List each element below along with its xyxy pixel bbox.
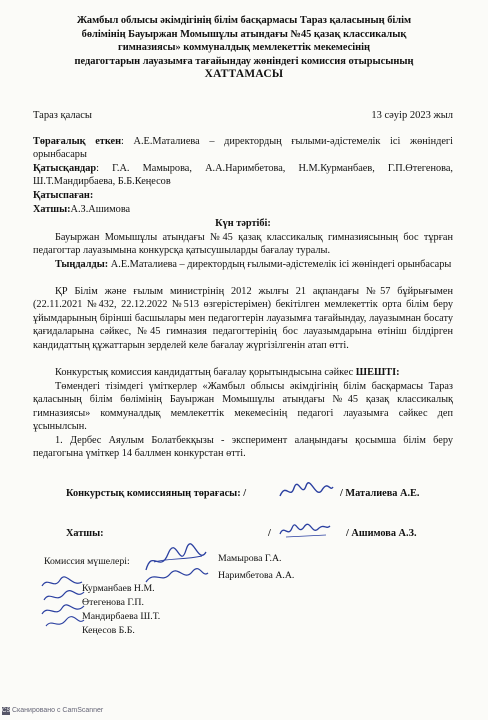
secretary-signature-scribble [276, 518, 336, 542]
agenda-heading: Күн тәртібі: [215, 218, 271, 229]
scanner-footer [2, 707, 103, 715]
scanner-footer-text: Сканировано с CamScanner [12, 707, 104, 714]
heard-label: Тыңдалды: [55, 259, 109, 270]
member-name-6: Кеңесов Б.Б. [82, 625, 135, 636]
chair-label: Төрағалық еткен [33, 136, 122, 147]
place-date-row [33, 110, 453, 121]
title-line-2: бөлімінің Бауыржан Момышұлы атындағы №45 қазақ классикалық [81, 28, 407, 40]
decision-prefix: Конкурстық комиссия кандидаттың бағалау қорытындысына сәйкес [55, 367, 356, 378]
decision-intro [33, 366, 453, 379]
secretary-signature-label: Хатшы: [66, 528, 104, 539]
secretary-signature-slash: / [268, 528, 271, 539]
secretary-label: Хатшы: [33, 204, 71, 215]
body-paragraph: ҚР Білім және ғылым министрінің 2012 жылғы 21 ақпандағы №57 бұйрығымен (22.11.2021 №432, 22.12.2022 №513 өзгерістерімен) бекітілген мемлекеттік орта білім беру ұйымдарының бірінші басшылары мен педагогтерін лауазымға тағайындау, лауазымнан босату қағидаларына сәйкес, №45 гимназия педагогтерінің бос лауазымдарына өтініш білдірген кандидаттың құжаттарын зерделей келе бағалау жүргізілгенін атап өтті. [33, 286, 453, 351]
member-name-1: Мамырова Г.А. [218, 553, 282, 564]
heard-text: А.Е.Маталиева – директордың ғылыми-әдістемелік ісі жөніндегі орынбасары [108, 259, 452, 270]
title-line-1: Жамбыл облысы әкімдігінің білім басқармасы Тараз қаласының білім [76, 15, 412, 26]
decision-item-1: 1. Дербес Аяулым Болатбекқызы - эксперимент алаңындағы қосымша білім беру педагогына үміткер 14 баллмен конкурстан өтті. [33, 435, 453, 460]
attendees-paragraph [33, 162, 453, 189]
chair-signature-name: / Маталиева А.Е. [340, 488, 420, 499]
place: Тараз қаласы [33, 110, 92, 121]
member-name-2: Наримбетова А.А. [218, 570, 295, 581]
title-line-5: ХАТТАМАСЫ [204, 68, 284, 81]
agenda-text: Бауыржан Момышұлы атындағы №45 қазақ классикалық гимназиясының бос тұрған педагогтар лауазымына конкурсқа қатысушыларды бағалау туралы. [33, 232, 453, 257]
attendees-text: : Г.А. Мамырова, А.А.Наримбетова, Н.М.Курманбаев, Г.П.Өтегенова, Ш.Т.Мандирбаева, Б.Б.Кеңесов [33, 163, 453, 188]
chair-signature-label: Конкурстық комиссияның төрағасы: / [66, 488, 247, 499]
document-title [40, 14, 448, 82]
title-line-3: гимназиясы» коммуналдық мемлекеттік мекемесінің [118, 42, 370, 54]
decision-label: ШЕШТІ: [355, 367, 400, 378]
camscanner-logo-icon: CS [2, 708, 11, 714]
member-signatures-left [38, 574, 88, 632]
absent-label: Қатыспаған: [33, 190, 94, 201]
heard-paragraph [33, 258, 453, 271]
members-label: Комиссия мүшелері: [44, 556, 130, 567]
secretary-line [33, 203, 453, 216]
decision-text: Төмендегі тізімдегі үміткерлер «Жамбыл облысы әкімдігінің білім басқармасы Тараз қаласының білім бөлімінің Бауыржан Момышұлы атындағы №45 қазақ классикалық гимназиясы» коммуналдық мемлекеттік мекемесінің педагогі лауазымға сәйкес деп ұсынылсын. [33, 381, 453, 433]
secretary-text: А.З.Ашимова [70, 204, 131, 215]
secretary-signature-name: / Ашимова А.З. [346, 528, 417, 539]
attendees-label: Қатысқандар [33, 163, 97, 174]
chair-signature-scribble [276, 478, 336, 504]
chair-paragraph [33, 135, 453, 162]
title-line-4: педагогтарын лауазымға тағайындау жөніндегі комиссия отырысының [74, 55, 414, 67]
date: 13 сәуір 2023 жыл [371, 110, 453, 121]
chair-text: : А.Е.Маталиева – директордың ғылыми-әдістемелік ісі жөніндегі орынбасары [33, 136, 454, 161]
absent-line [33, 189, 453, 202]
member-name-4: Өтегенова Г.П. [82, 597, 144, 608]
member-name-5: Мандирбаева Ш.Т. [82, 611, 161, 622]
member-name-3: Курманбаев Н.М. [82, 583, 155, 594]
